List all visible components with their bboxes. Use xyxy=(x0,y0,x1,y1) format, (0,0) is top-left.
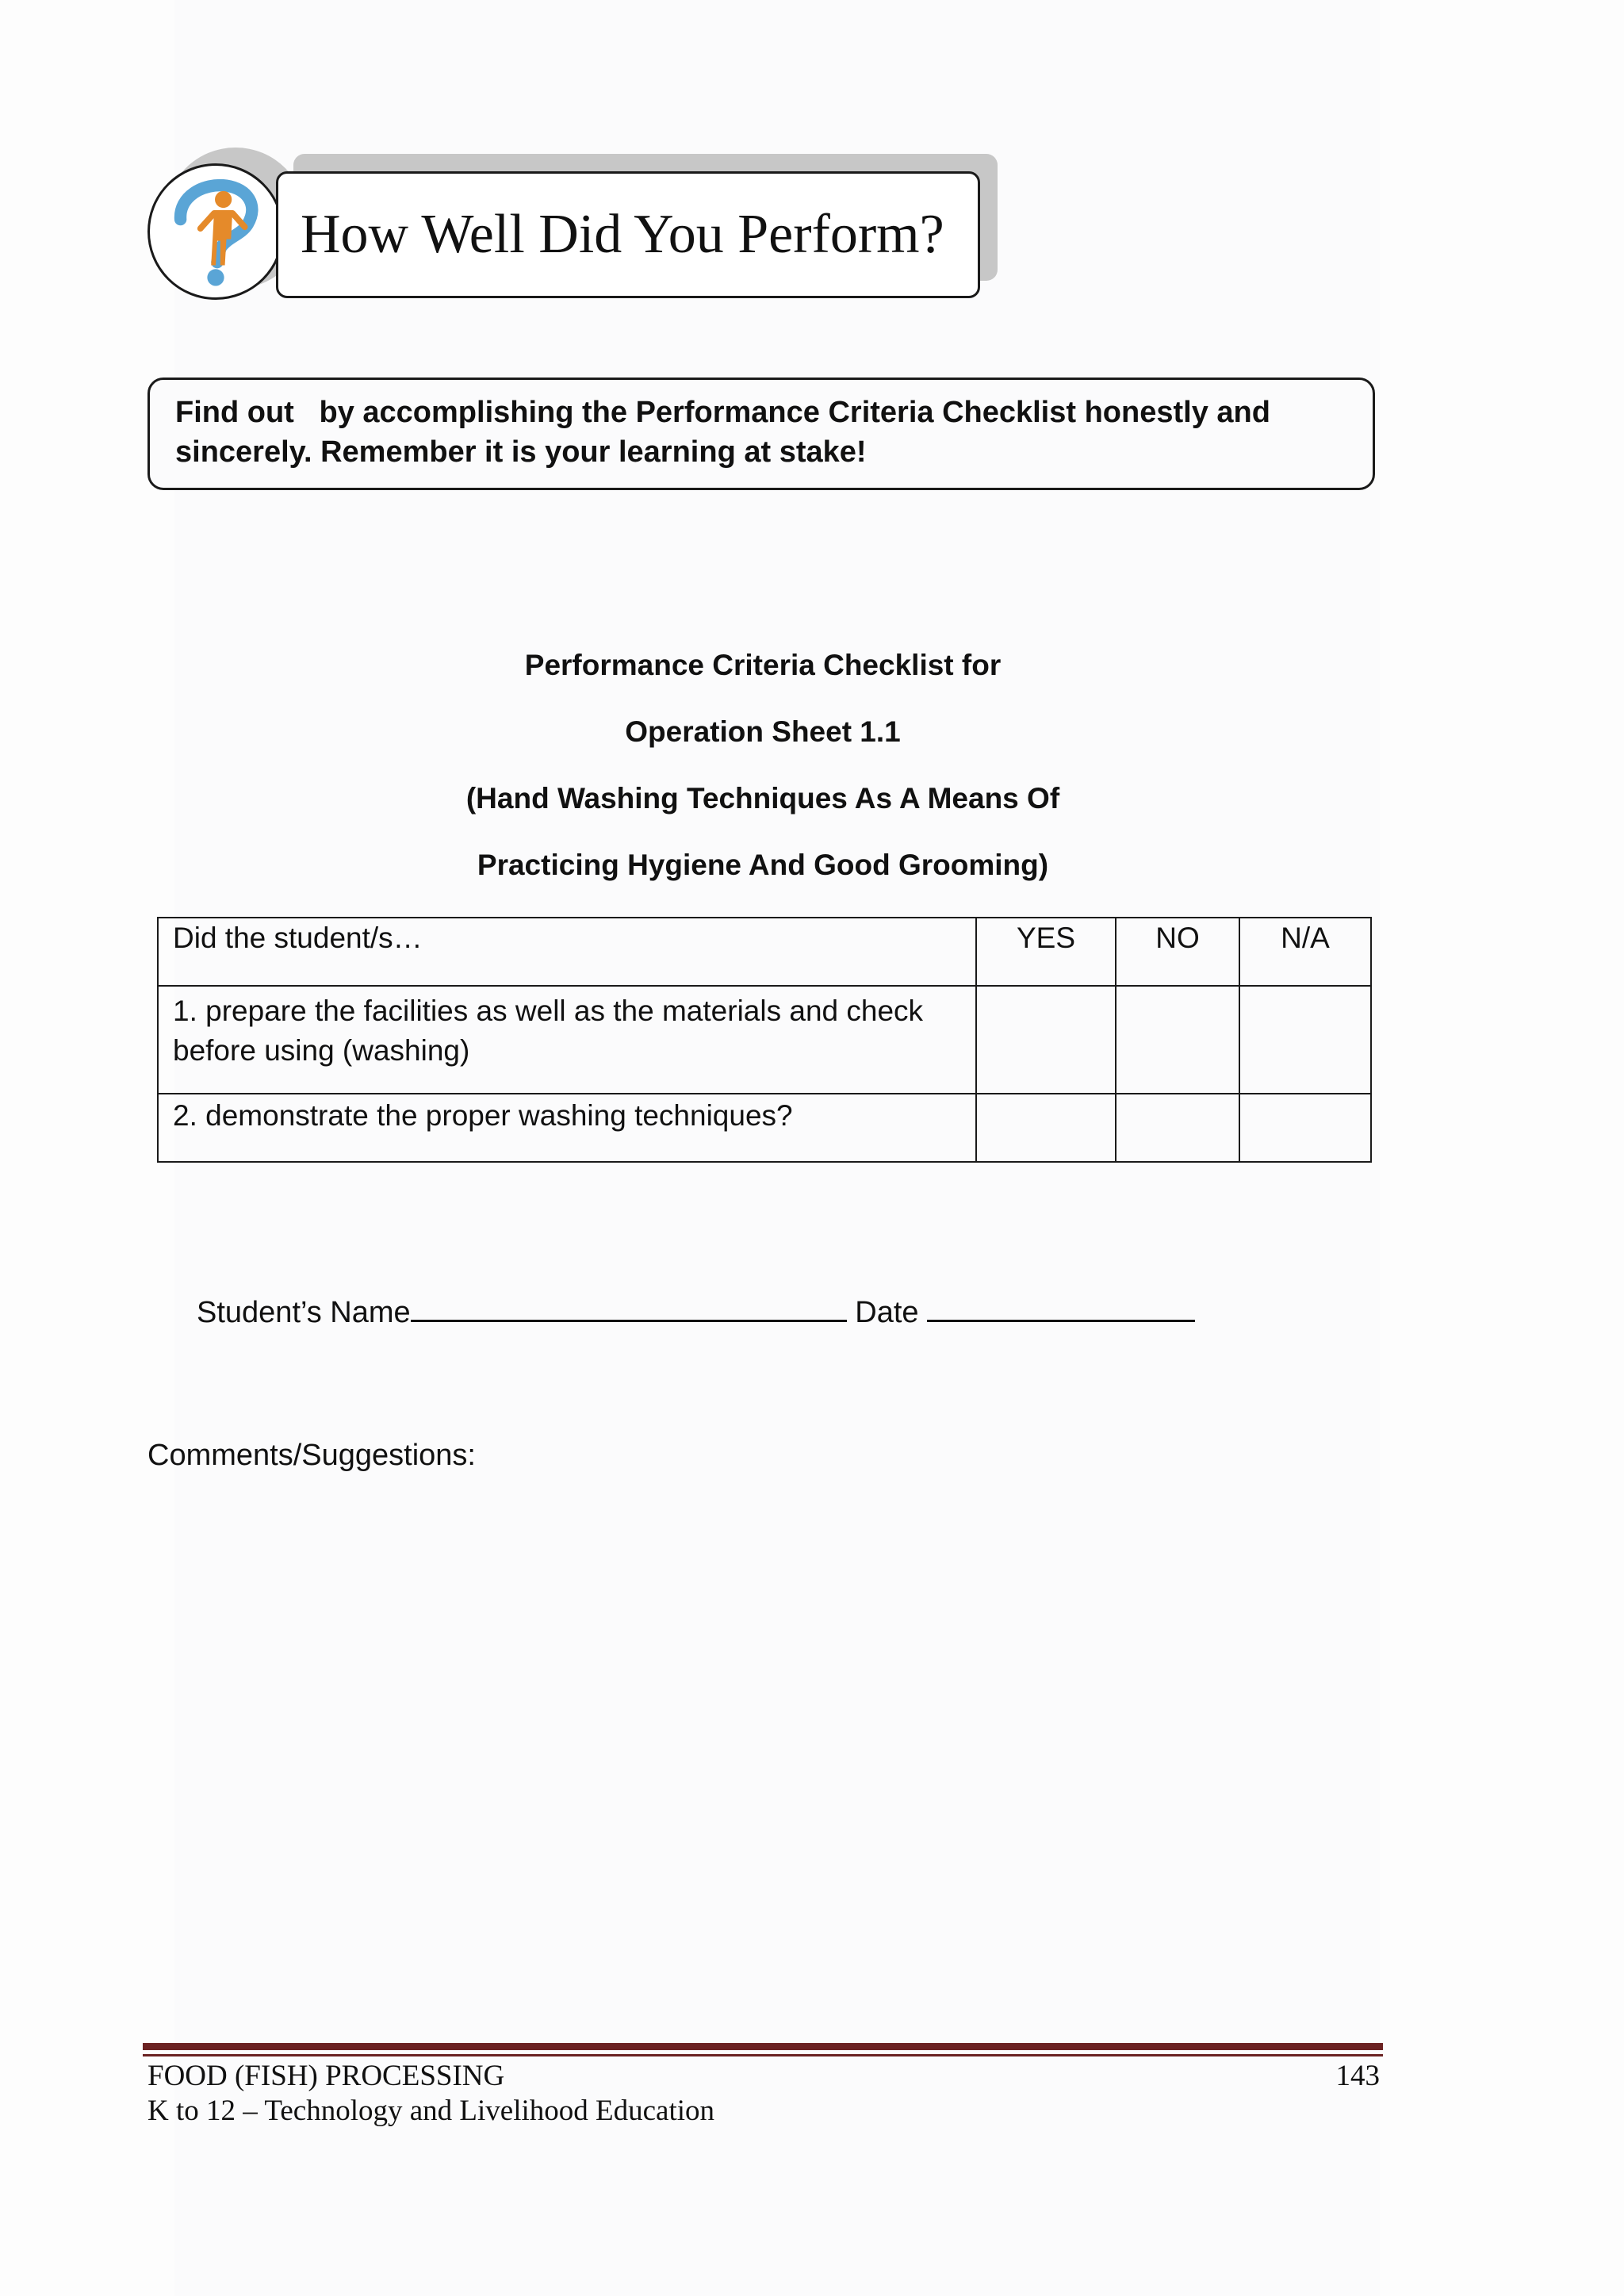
checklist-title-line-2: Operation Sheet 1.1 xyxy=(625,715,901,748)
yes-check-cell[interactable] xyxy=(976,1094,1116,1162)
checklist-title-line-4: Practicing Hygiene And Good Grooming) xyxy=(477,849,1049,881)
table-row xyxy=(158,986,1371,1094)
table-header-row xyxy=(158,918,1371,986)
page-number: 143 xyxy=(1335,2060,1380,2092)
yes-check-cell[interactable] xyxy=(976,986,1116,1094)
instruction-box xyxy=(147,378,1375,490)
no-check-cell[interactable] xyxy=(1116,986,1239,1094)
criterion-2-line-1: 2. demonstrate the proper washing techniques? xyxy=(173,1099,793,1132)
page-title: How Well Did You Perform? xyxy=(301,204,944,265)
checklist-table xyxy=(157,917,1372,1163)
checklist-title-line-3: (Hand Washing Techniques As A Means Of xyxy=(465,782,1060,815)
date-field[interactable] xyxy=(927,1293,1195,1322)
column-header-question: Did the student/s… xyxy=(158,918,976,986)
student-name-date-line xyxy=(197,1293,1195,1330)
instruction-line-2: sincerely. Remember it is your learning at stake! xyxy=(175,435,867,469)
footer-subject: FOOD (FISH) PROCESSING xyxy=(147,2060,505,2092)
column-header-no: NO xyxy=(1116,918,1239,986)
header-title-box xyxy=(276,171,980,298)
comments-label: Comments/Suggestions: xyxy=(147,1439,476,1472)
criterion-cell xyxy=(158,986,976,1094)
column-header-na: N/A xyxy=(1239,918,1371,986)
question-mark-figure-icon xyxy=(147,163,284,300)
criterion-cell xyxy=(158,1094,976,1162)
student-name-label: Student’s Name xyxy=(197,1296,411,1329)
criterion-1-line-2: before using (washing) xyxy=(173,1034,470,1067)
na-check-cell[interactable] xyxy=(1239,986,1371,1094)
checklist-title-line-1: Performance Criteria Checklist for xyxy=(524,649,1002,681)
criterion-1-line-1: 1. prepare the facilities as well as the materials and check xyxy=(173,995,924,1027)
table-row xyxy=(158,1094,1371,1162)
na-check-cell[interactable] xyxy=(1239,1094,1371,1162)
student-name-field[interactable] xyxy=(411,1293,847,1322)
footer-program: K to 12 – Technology and Livelihood Education xyxy=(147,2095,715,2127)
column-header-yes: YES xyxy=(976,918,1116,986)
footer-rule xyxy=(143,2043,1383,2050)
footer-rule-thin xyxy=(143,2054,1383,2056)
date-label: Date xyxy=(855,1296,919,1329)
instruction-line-1: Find out by accomplishing the Performance Criteria Checklist honestly and xyxy=(175,396,1270,429)
no-check-cell[interactable] xyxy=(1116,1094,1239,1162)
